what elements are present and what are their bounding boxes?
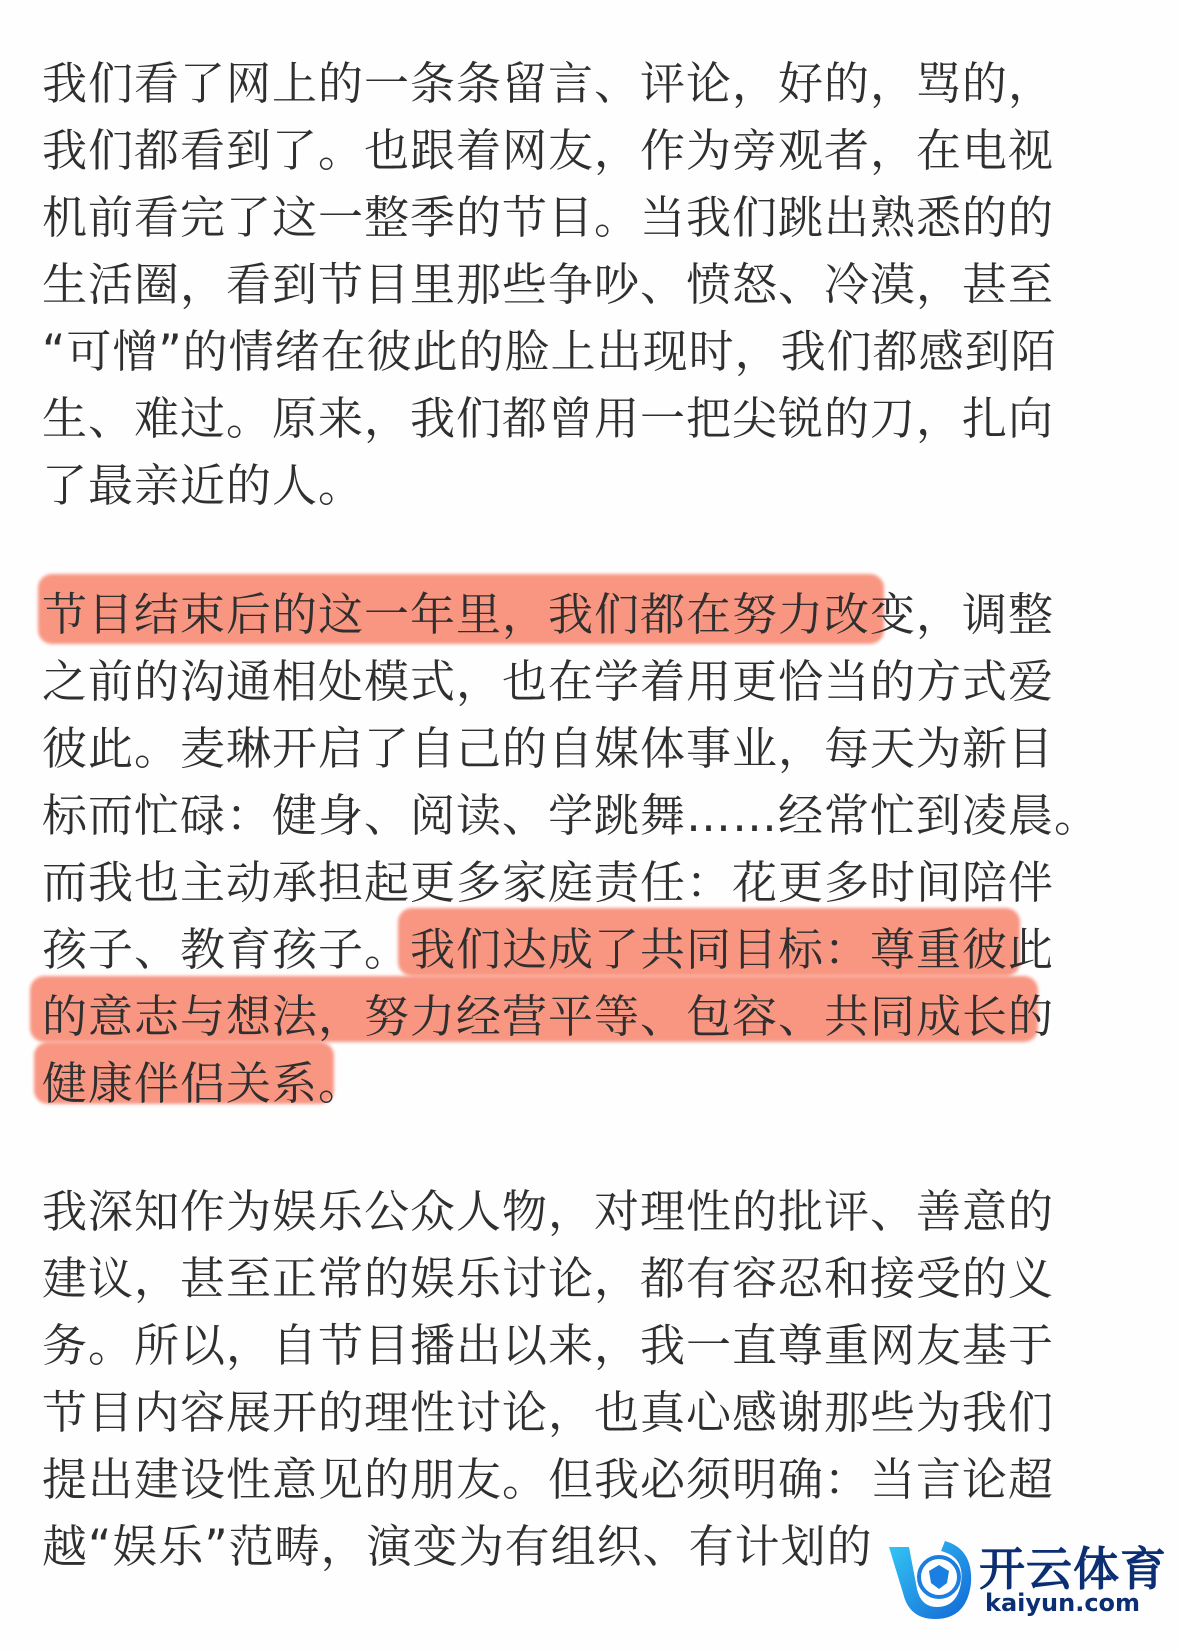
text-line: 节目结束后的这一年里，我们都在努力改变，调整 — [42, 588, 1055, 641]
text-line: 我深知作为娱乐公众人物，对理性的批评、善意的 — [42, 1185, 1055, 1238]
text-line: 标而忙碌：健身、阅读、学跳舞……经常忙到凌晨。 — [42, 789, 1101, 842]
text-line: “可憎”的情绪在彼此的脸上出现时，我们都感到陌 — [42, 325, 1057, 378]
text-line: 我们看了网上的一条条留言、评论，好的，骂的， — [42, 57, 1055, 110]
watermark — [875, 1527, 1165, 1637]
text-line: 节目内容展开的理性讨论，也真心感谢那些为我们 — [42, 1386, 1055, 1439]
text-line: 孩子、教育孩子。我们达成了共同目标：尊重彼此 — [42, 923, 1055, 976]
text-line: 机前看完了这一整季的节目。当我们跳出熟悉的的 — [42, 191, 1055, 244]
text-line: 彼此。麦琳开启了自己的自媒体事业，每天为新目 — [42, 722, 1055, 775]
text-line: 了最亲近的人。 — [42, 459, 365, 512]
text-line: 建议，甚至正常的娱乐讨论，都有容忍和接受的义 — [42, 1252, 1055, 1305]
text-line: 健康伴侣关系。 — [42, 1057, 365, 1110]
text-line: 越“娱乐”范畴，演变为有组织、有计划的 — [42, 1520, 873, 1573]
text-line: 而我也主动承担起更多家庭责任：花更多时间陪伴 — [42, 856, 1055, 909]
text-line: 生、难过。原来，我们都曾用一把尖锐的刀，扎向 — [42, 392, 1055, 445]
text-line: 之前的沟通相处模式，也在学着用更恰当的方式爱 — [42, 655, 1055, 708]
text-line: 务。所以，自节目播出以来，我一直尊重网友基于 — [42, 1319, 1055, 1372]
watermark-title: 开云体育 — [979, 1542, 1167, 1596]
text-line: 我们都看到了。也跟着网友，作为旁观者，在电视 — [42, 124, 1055, 177]
kaiyun-logo-icon — [875, 1527, 975, 1627]
watermark-url: kaiyun.com — [985, 1589, 1141, 1617]
text-line: 的意志与想法，努力经营平等、包容、共同成长的 — [42, 990, 1055, 1043]
text-line: 提出建设性意见的朋友。但我必须明确：当言论超 — [42, 1453, 1055, 1506]
text-line: 生活圈，看到节目里那些争吵、愤怒、冷漠，甚至 — [42, 258, 1055, 311]
